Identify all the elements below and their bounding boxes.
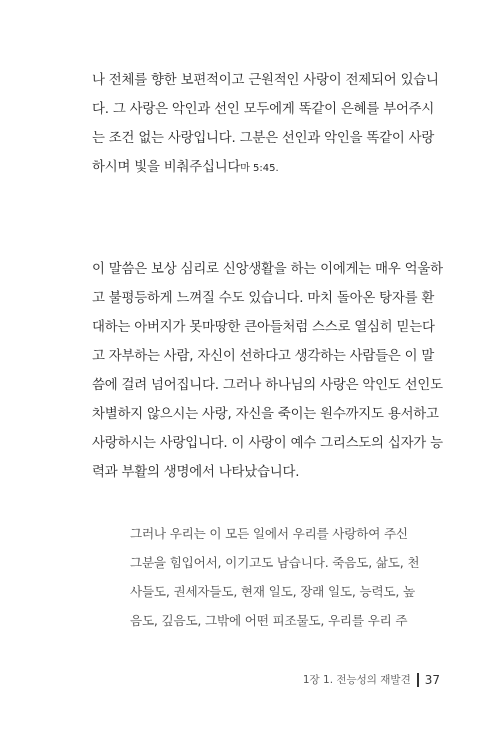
paragraph-1-line: 다. 그 사랑은 악인과 선인 모두에게 똑같이 은혜를 부어주시 (92, 102, 435, 117)
quote-line: 그분을 힘입어서, 이기고도 남습니다. 죽음도, 삶도, 천 (130, 555, 420, 570)
scripture-quote (130, 519, 420, 635)
paragraph-1-line: 나 전체를 향한 보편적이고 근원적인 사랑이 전제되어 있습니 (92, 73, 439, 88)
quote-line: 그러나 우리는 이 모든 일에서 우리를 사랑하여 주신 (130, 526, 408, 541)
paragraph-1-line: 는 조건 없는 사랑입니다. 그분은 선인과 악인을 똑같이 사랑 (92, 131, 435, 146)
paragraph-2-line: 고 불평등하게 느껴질 수도 있습니다. 마치 돌아온 탕자를 환 (92, 291, 435, 306)
paragraph-2-line: 씀에 걸려 넘어집니다. 그러나 하나님의 사랑은 악인도 선인도 (92, 378, 443, 393)
paragraph-2-line: 이 말씀은 보상 심리로 신앙생활을 하는 이에게는 매우 억울하 (92, 262, 443, 277)
paragraph-2-line: 차별하지 않으시는 사랑, 자신을 죽이는 원수까지도 용서하고 (92, 407, 439, 422)
paragraph-2-line: 사랑하시는 사랑입니다. 이 사랑이 예수 그리스도의 십자가 능 (92, 436, 443, 451)
quote-line: 음도, 깊음도, 그밖에 어떤 피조물도, 우리를 우리 주 (130, 613, 408, 628)
page-footer (303, 672, 440, 687)
bible-reference: 마 5:45. (240, 163, 279, 174)
paragraph-2-line: 고 자부하는 사람, 자신이 선하다고 생각하는 사람들은 이 말 (92, 349, 435, 364)
paragraph-2 (92, 255, 443, 487)
page-number: 37 (424, 672, 440, 687)
paragraph-1-line-last (92, 153, 432, 183)
paragraph-1 (92, 66, 439, 183)
paragraph-2-line: 대하는 아버지가 못마땅한 큰아들처럼 스스로 열심히 믿는다 (92, 320, 435, 335)
paragraph-2-line-last: 력과 부활의 생명에서 나타났습니다. (92, 465, 300, 480)
paragraph-1-line-text: 하시며 빛을 비춰주십니다 (92, 160, 241, 175)
quote-line: 사들도, 권세자들도, 현재 일도, 장래 일도, 능력도, 높 (130, 584, 415, 599)
running-head: 1장 1. 전능성의 재발견 (302, 674, 411, 686)
footer-divider (417, 673, 419, 687)
